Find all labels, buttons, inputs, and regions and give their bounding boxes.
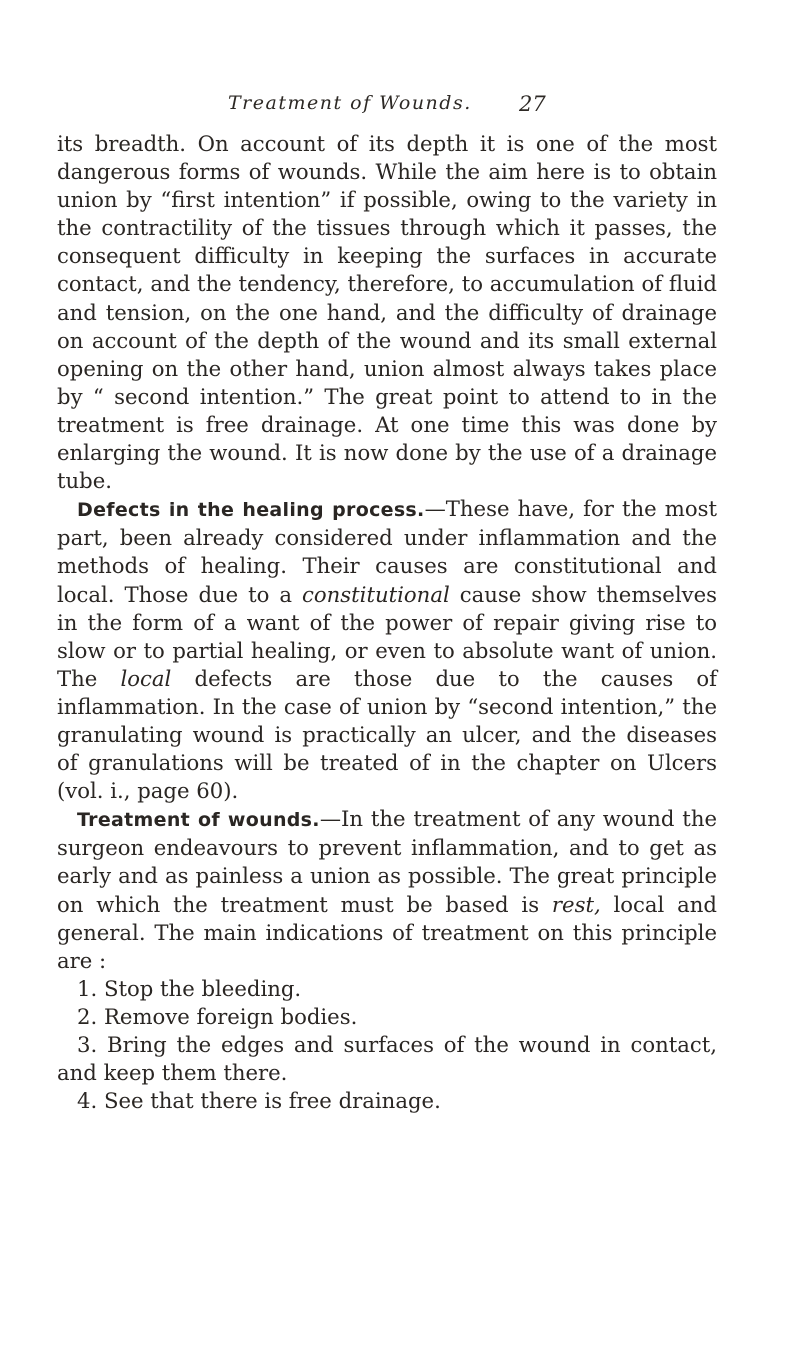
running-head: Treatment of Wounds. xyxy=(228,92,472,114)
paragraph-text: —These have, for the most part, been already considered under inflammation and the methods of healing. Their causes are constitutional and local. Those due to a xyxy=(57,496,717,607)
emphasis-local: local xyxy=(120,665,172,691)
emphasis-constitutional: constitutional xyxy=(302,581,450,607)
paragraph-text: —In the treatment of any wound the surgeon endeavours to prevent inflammation, and to get as early and as painless a union as possible. The great principle on which the treatment must be based is xyxy=(57,806,718,917)
paragraph-defects-in-healing xyxy=(57,495,717,805)
emphasis-rest: rest, xyxy=(551,891,601,917)
body-text xyxy=(57,130,717,1115)
section-heading-treatment: Treatment of wounds. xyxy=(77,809,320,832)
paragraph-text: defects are those due to the causes of inflammation. In the case of union by “second intention,” the granulating wound is practically an ulcer, and the diseases of granulations will be treated of in the chapter on Ulcers (vol. i., page 60). xyxy=(57,665,717,804)
paragraph-text: cause show themselves in the form of a want of the power of repair giving rise to slow or to partial healing, or even to absolute want of union. The xyxy=(57,581,717,691)
paragraph-text: local and general. The main indications of treatment on this principle are : xyxy=(57,891,717,973)
page-number: 27 xyxy=(519,92,546,116)
list-item-free-drainage: 4. See that there is free drainage. xyxy=(77,1088,441,1114)
list-item-stop-bleeding: 1. Stop the bleeding. xyxy=(77,975,302,1001)
paragraph-drainage: its breadth. On account of its depth it is one of the most dangerous forms of wounds. While the aim here is to obtain union by “first intention” if possible, owing to the variety in the contractility of the tissues through which it passes, the consequent difficulty in keeping the surfaces in accurate contact, and the tendency, therefore, to accumulation of fluid and tension, on the one hand, and the difficulty of drainage on account of the depth of the wound and its small external opening on the other hand, union almost always takes place by “ second intention.” The great point to attend to in the treatment is free drainage. At one time this was done by enlarging the wound. It is now done by the use of a drainage tube. xyxy=(57,131,717,494)
list-item-remove-foreign-bodies: 2. Remove foreign bodies. xyxy=(77,1003,358,1029)
paragraph-treatment-of-wounds xyxy=(57,805,717,975)
section-heading-defects: Defects in the healing process. xyxy=(77,499,425,522)
list-item-bring-edges-together: 3. Bring the edges and surfaces of the wound in contact, and keep them there. xyxy=(57,1032,717,1086)
